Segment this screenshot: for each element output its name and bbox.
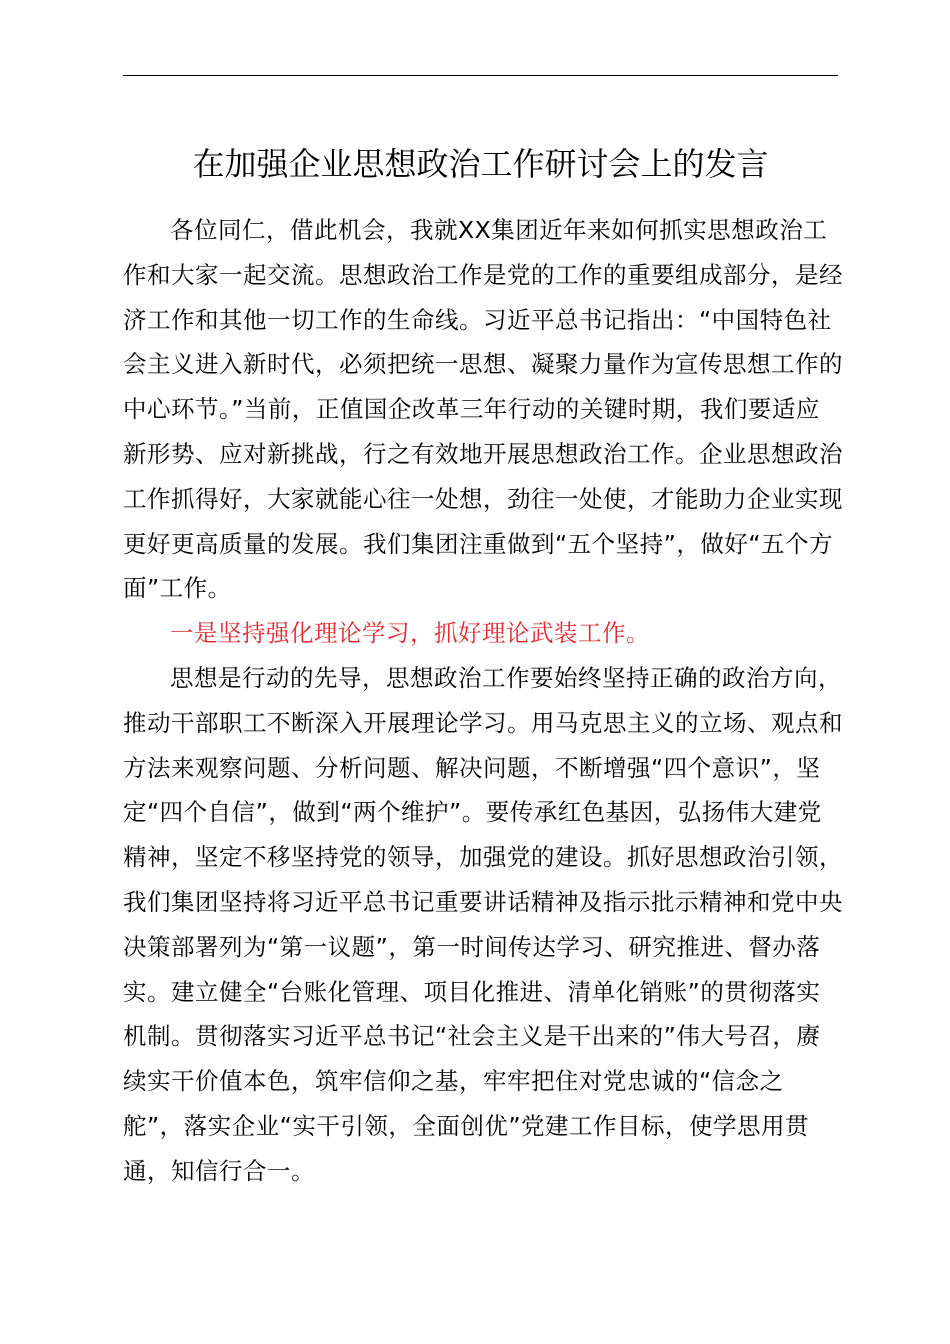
header-rule — [123, 75, 838, 76]
document-title: 在加强企业思想政治工作研讨会上的发言 — [192, 145, 769, 183]
intro-paragraph: 各位同仁，借此机会，我就XX集团近年来如何抓实思想政治工作和大家一起交流。思想政治工作是党的工作的重要组成部分，是经济工作和其他一切工作的生命线。习近平总书记指出：“中国特色社会主义进入新时代，必须把统一思想、凝聚力量作为宣传思想工作的中心环节。”当前，正值国企改革三年行动的关键时期，我们要适应新形势、应对新挑战，行之有效地开展思想政治工作。企业思想政治工作抓得好，大家就能心往一处想，劲往一处使，才能助力企业实现更好更高质量的发展。我们集团注重做到“五个坚持”，做好“五个方面”工作。 — [123, 216, 843, 603]
section-heading-1: 一是坚持强化理论学习，抓好理论武装工作。 — [170, 619, 650, 647]
body-paragraph-1: 思想是行动的先导，思想政治工作要始终坚持正确的政治方向，推动干部职工不断深入开展理论学习。用马克思主义的立场、观点和方法来观察问题、分析问题、解决问题，不断增强“四个意识”，坚定“四个自信”，做到“两个维护”。要传承红色基因，弘扬伟大建党精神，坚定不移坚持党的领导，加强党的建设。抓好思想政治引领，我们集团坚持将习近平总书记重要讲话精神及指示批示精神和党中央决策部署列为“第一议题”，第一时间传达学习、研究推进、督办落实。建立健全“台账化管理、项目化推进、清单化销账”的贯彻落实机制。贯彻落实习近平总书记“社会主义是干出来的”伟大号召，赓续实干价值本色，筑牢信仰之基，牢牢把住对党忠诚的“信念之舵”，落实企业“实干引领，全面创优”党建工作目标，使学思用贯通，知信行合一。 — [123, 664, 843, 1185]
